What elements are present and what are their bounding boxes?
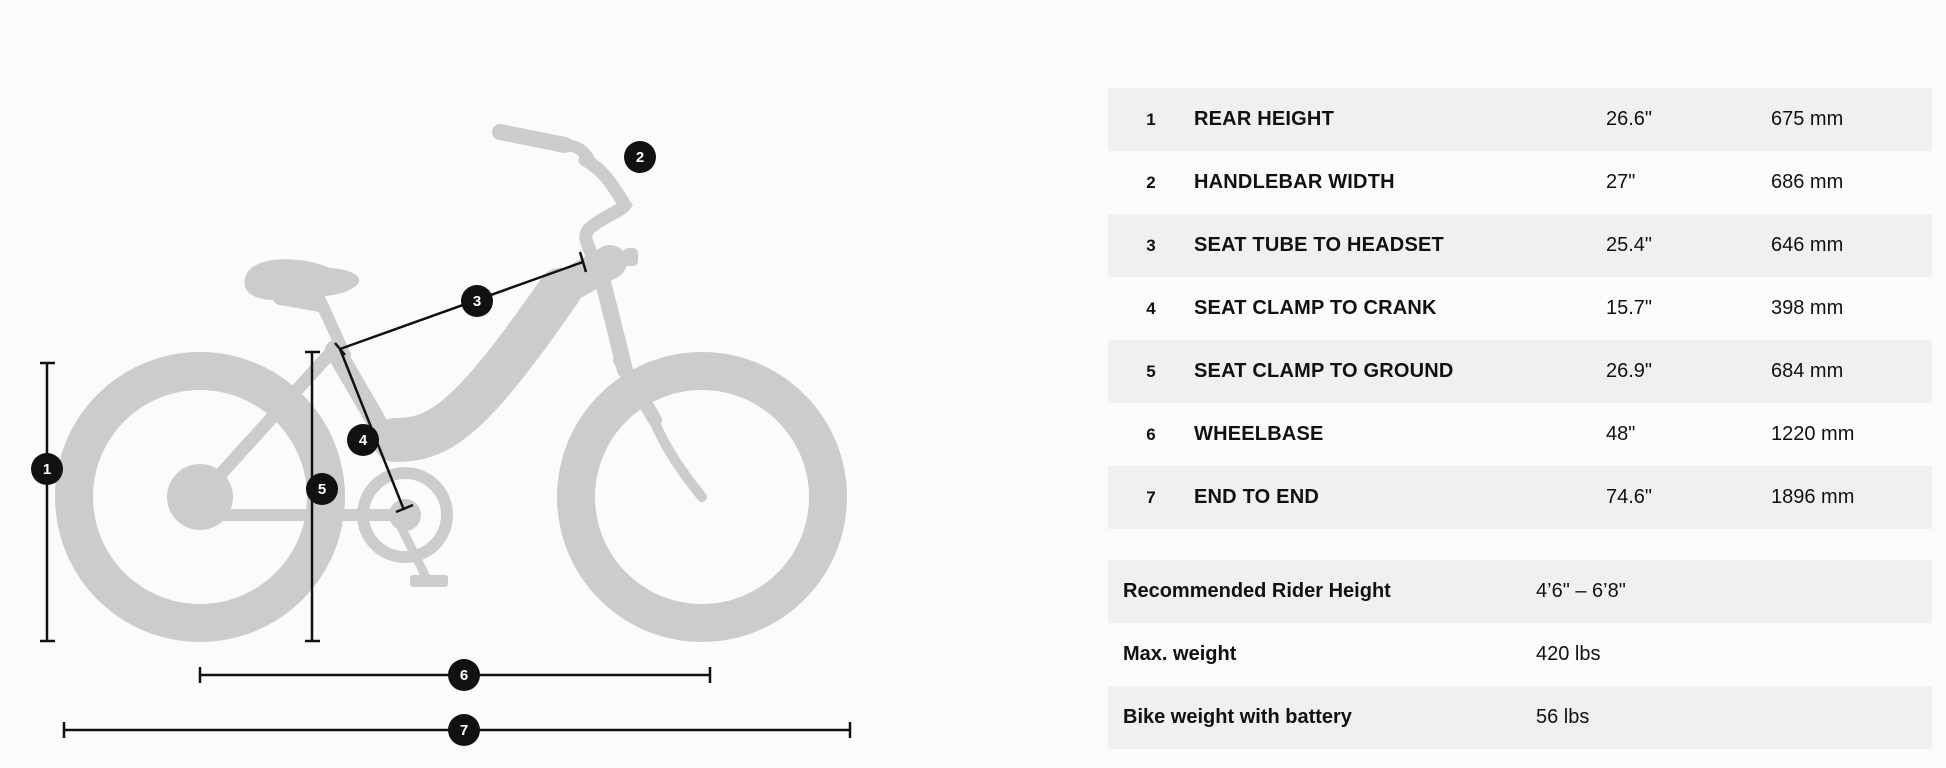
spec-inch: 74.6" — [1606, 466, 1771, 529]
table-row — [1108, 88, 1932, 151]
table-row — [1108, 151, 1932, 214]
spec-label: WHEELBASE — [1194, 423, 1324, 445]
spec-label: SEAT TUBE TO HEADSET — [1194, 214, 1606, 277]
table-row — [1108, 623, 1932, 686]
spec-number: 3 — [1108, 214, 1194, 277]
spec-inch: 48" — [1606, 423, 1636, 445]
spec-inch: 26.9" — [1606, 340, 1771, 403]
marker-5 — [306, 473, 338, 505]
spec-mm: 1220 mm — [1771, 423, 1855, 445]
spec-mm: 686 mm — [1771, 171, 1844, 193]
summary-label: Bike weight with battery — [1108, 686, 1521, 749]
marker-3 — [461, 285, 493, 317]
summary-value: 420 lbs — [1536, 643, 1601, 665]
summary-label: Max. weight — [1123, 643, 1237, 665]
summary-value: 4’6" – 6’8" — [1521, 560, 1932, 623]
svg-text:6: 6 — [459, 667, 469, 684]
spec-number: 5 — [1108, 340, 1194, 403]
svg-text:4: 4 — [358, 432, 368, 449]
spec-label: END TO END — [1194, 466, 1606, 529]
spec-inch: 26.6" — [1606, 88, 1771, 151]
table-row — [1108, 214, 1932, 277]
spec-label: HANDLEBAR WIDTH — [1194, 171, 1395, 193]
table-row — [1108, 686, 1932, 749]
bike-silhouette — [74, 132, 828, 623]
rider-summary-table — [1108, 560, 1932, 749]
spec-inch: 15.7" — [1606, 297, 1653, 319]
summary-label: Recommended Rider Height — [1108, 560, 1521, 623]
svg-text:7: 7 — [459, 722, 469, 739]
spec-mm: 684 mm — [1771, 340, 1932, 403]
summary-value: 56 lbs — [1521, 686, 1932, 749]
svg-text:3: 3 — [472, 293, 482, 310]
spec-mm: 1896 mm — [1771, 466, 1932, 529]
spec-number: 2 — [1146, 172, 1156, 192]
spec-label: REAR HEIGHT — [1194, 88, 1606, 151]
table-row — [1108, 403, 1932, 466]
table-row — [1108, 466, 1932, 529]
spec-label: SEAT CLAMP TO CRANK — [1194, 297, 1437, 319]
spec-mm: 646 mm — [1771, 214, 1932, 277]
headlight — [623, 248, 638, 266]
spec-inch: 27" — [1606, 171, 1636, 193]
pedal — [410, 575, 448, 587]
svg-text:1: 1 — [42, 461, 52, 478]
marker-7 — [448, 714, 480, 746]
marker-6 — [448, 659, 480, 691]
spec-label: SEAT CLAMP TO GROUND — [1194, 340, 1606, 403]
marker-2 — [624, 141, 656, 173]
marker-1 — [31, 453, 63, 485]
table-row — [1108, 277, 1932, 340]
table-row — [1108, 340, 1932, 403]
handlebar-grip — [500, 132, 565, 145]
marker-4 — [347, 424, 379, 456]
spec-inch: 25.4" — [1606, 214, 1771, 277]
geometry-spec-table — [1108, 88, 1932, 529]
svg-text:2: 2 — [635, 149, 645, 166]
spec-mm: 675 mm — [1771, 88, 1932, 151]
svg-text:5: 5 — [317, 481, 327, 498]
table-row — [1108, 560, 1932, 623]
spec-number: 4 — [1146, 298, 1156, 318]
spec-number: 7 — [1108, 466, 1194, 529]
spec-number: 1 — [1108, 88, 1194, 151]
saddle — [244, 259, 359, 300]
spec-mm: 398 mm — [1771, 297, 1844, 319]
spec-number: 6 — [1146, 424, 1156, 444]
